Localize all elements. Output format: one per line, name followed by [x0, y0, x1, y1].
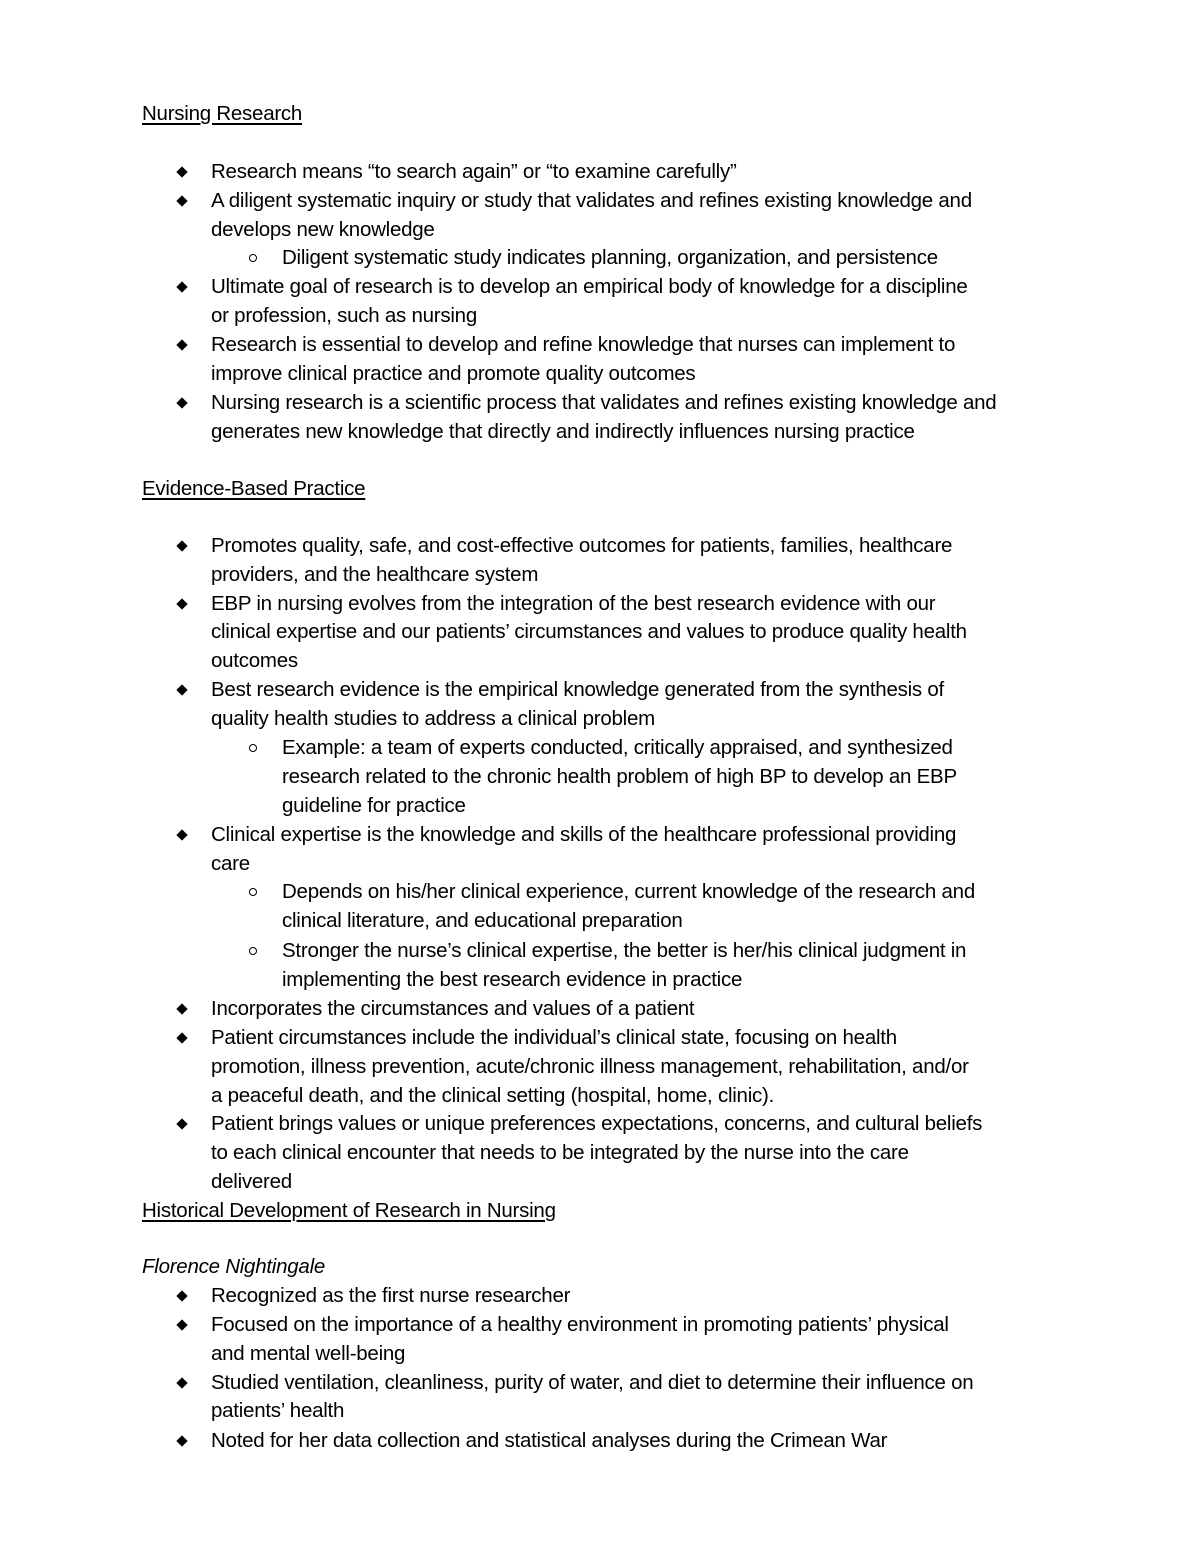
sub-bullet-text: Diligent systematic study indicates planning, organization, and persistence	[282, 246, 938, 269]
sub-bullet-text: Depends on his/her clinical experience, current knowledge of the research and	[282, 880, 975, 903]
bullet-text: Clinical expertise is the knowledge and skills of the healthcare professional providing	[211, 823, 957, 846]
diamond-bullet-icon	[176, 166, 187, 177]
bullet-text-continued: promotion, illness prevention, acute/chronic illness management, rehabilitation, and/or	[211, 1055, 969, 1078]
bullet-text-continued: generates new knowledge that directly and indirectly influences nursing practice	[211, 420, 915, 443]
bullet-text-continued: or profession, such as nursing	[211, 304, 477, 327]
diamond-bullet-icon	[176, 339, 187, 350]
sub-bullet-text-continued: implementing the best research evidence in practice	[282, 968, 743, 991]
sub-bullet-text: Stronger the nurse’s clinical expertise, the better is her/his clinical judgment in	[282, 939, 967, 962]
bullet-text: Incorporates the circumstances and values of a patient	[211, 997, 695, 1020]
bullet-text-continued: and mental well-being	[211, 1342, 406, 1365]
bullet-text: Focused on the importance of a healthy environment in promoting patients’ physical	[211, 1313, 949, 1336]
subheading-florence-nightingale: Florence Nightingale	[142, 1255, 326, 1278]
diamond-bullet-icon	[176, 684, 187, 695]
diamond-bullet-icon	[176, 397, 187, 408]
bullet-text: Recognized as the first nurse researcher	[211, 1284, 571, 1307]
bullet-text: Studied ventilation, cleanliness, purity of water, and diet to determine their influence on	[211, 1371, 974, 1394]
diamond-bullet-icon	[176, 1377, 187, 1388]
diamond-bullet-icon	[176, 1032, 187, 1043]
bullet-text: Noted for her data collection and statistical analyses during the Crimean War	[211, 1429, 888, 1452]
bullet-text-continued: clinical expertise and our patients’ circumstances and values to produce quality health	[211, 620, 967, 643]
bullet-text-continued: quality health studies to address a clinical problem	[211, 707, 655, 730]
heading-evidence-based-practice: Evidence-Based Practice	[142, 477, 366, 500]
circle-bullet-icon	[249, 254, 257, 262]
diamond-bullet-icon	[176, 829, 187, 840]
bullet-text-continued: to each clinical encounter that needs to be integrated by the nurse into the care	[211, 1141, 909, 1164]
bullet-text: Research is essential to develop and refine knowledge that nurses can implement to	[211, 333, 956, 356]
diamond-bullet-icon	[176, 1003, 187, 1014]
bullet-text: Best research evidence is the empirical knowledge generated from the synthesis of	[211, 678, 944, 701]
bullet-text-continued: providers, and the healthcare system	[211, 563, 539, 586]
diamond-bullet-icon	[176, 540, 187, 551]
bullet-text-continued: develops new knowledge	[211, 218, 435, 241]
bullet-text-continued: delivered	[211, 1170, 292, 1193]
bullet-text-continued: outcomes	[211, 649, 298, 672]
diamond-bullet-icon	[176, 195, 187, 206]
bullet-text: A diligent systematic inquiry or study that validates and refines existing knowledge and	[211, 189, 972, 212]
diamond-bullet-icon	[176, 598, 187, 609]
diamond-bullet-icon	[176, 281, 187, 292]
bullet-text: Research means “to search again” or “to examine carefully”	[211, 160, 737, 183]
bullet-text-continued: care	[211, 852, 250, 875]
sub-bullet-text-continued: clinical literature, and educational preparation	[282, 909, 683, 932]
bullet-text-continued: a peaceful death, and the clinical setting (hospital, home, clinic).	[211, 1084, 775, 1107]
bullet-text: Ultimate goal of research is to develop an empirical body of knowledge for a discipline	[211, 275, 968, 298]
diamond-bullet-icon	[176, 1118, 187, 1129]
circle-bullet-icon	[249, 744, 257, 752]
sub-bullet-text-continued: research related to the chronic health problem of high BP to develop an EBP	[282, 765, 957, 788]
diamond-bullet-icon	[176, 1290, 187, 1301]
bullet-text: Nursing research is a scientific process that validates and refines existing knowledge and	[211, 391, 997, 414]
sub-bullet-text: Example: a team of experts conducted, critically appraised, and synthesized	[282, 736, 953, 759]
bullet-text: EBP in nursing evolves from the integration of the best research evidence with our	[211, 592, 936, 615]
bullet-text: Promotes quality, safe, and cost-effective outcomes for patients, families, healthcare	[211, 534, 953, 557]
bullet-text: Patient circumstances include the individual’s clinical state, focusing on health	[211, 1026, 897, 1049]
circle-bullet-icon	[249, 947, 257, 955]
bullet-text-continued: improve clinical practice and promote quality outcomes	[211, 362, 696, 385]
heading-nursing-research: Nursing Research	[142, 102, 303, 125]
bullet-text-continued: patients’ health	[211, 1399, 345, 1422]
sub-bullet-text-continued: guideline for practice	[282, 794, 466, 817]
diamond-bullet-icon	[176, 1319, 187, 1330]
diamond-bullet-icon	[176, 1435, 187, 1446]
bullet-text: Patient brings values or unique preferences expectations, concerns, and cultural beliefs	[211, 1112, 983, 1135]
heading-historical-development: Historical Development of Research in Nursing	[142, 1199, 556, 1222]
circle-bullet-icon	[249, 888, 257, 896]
